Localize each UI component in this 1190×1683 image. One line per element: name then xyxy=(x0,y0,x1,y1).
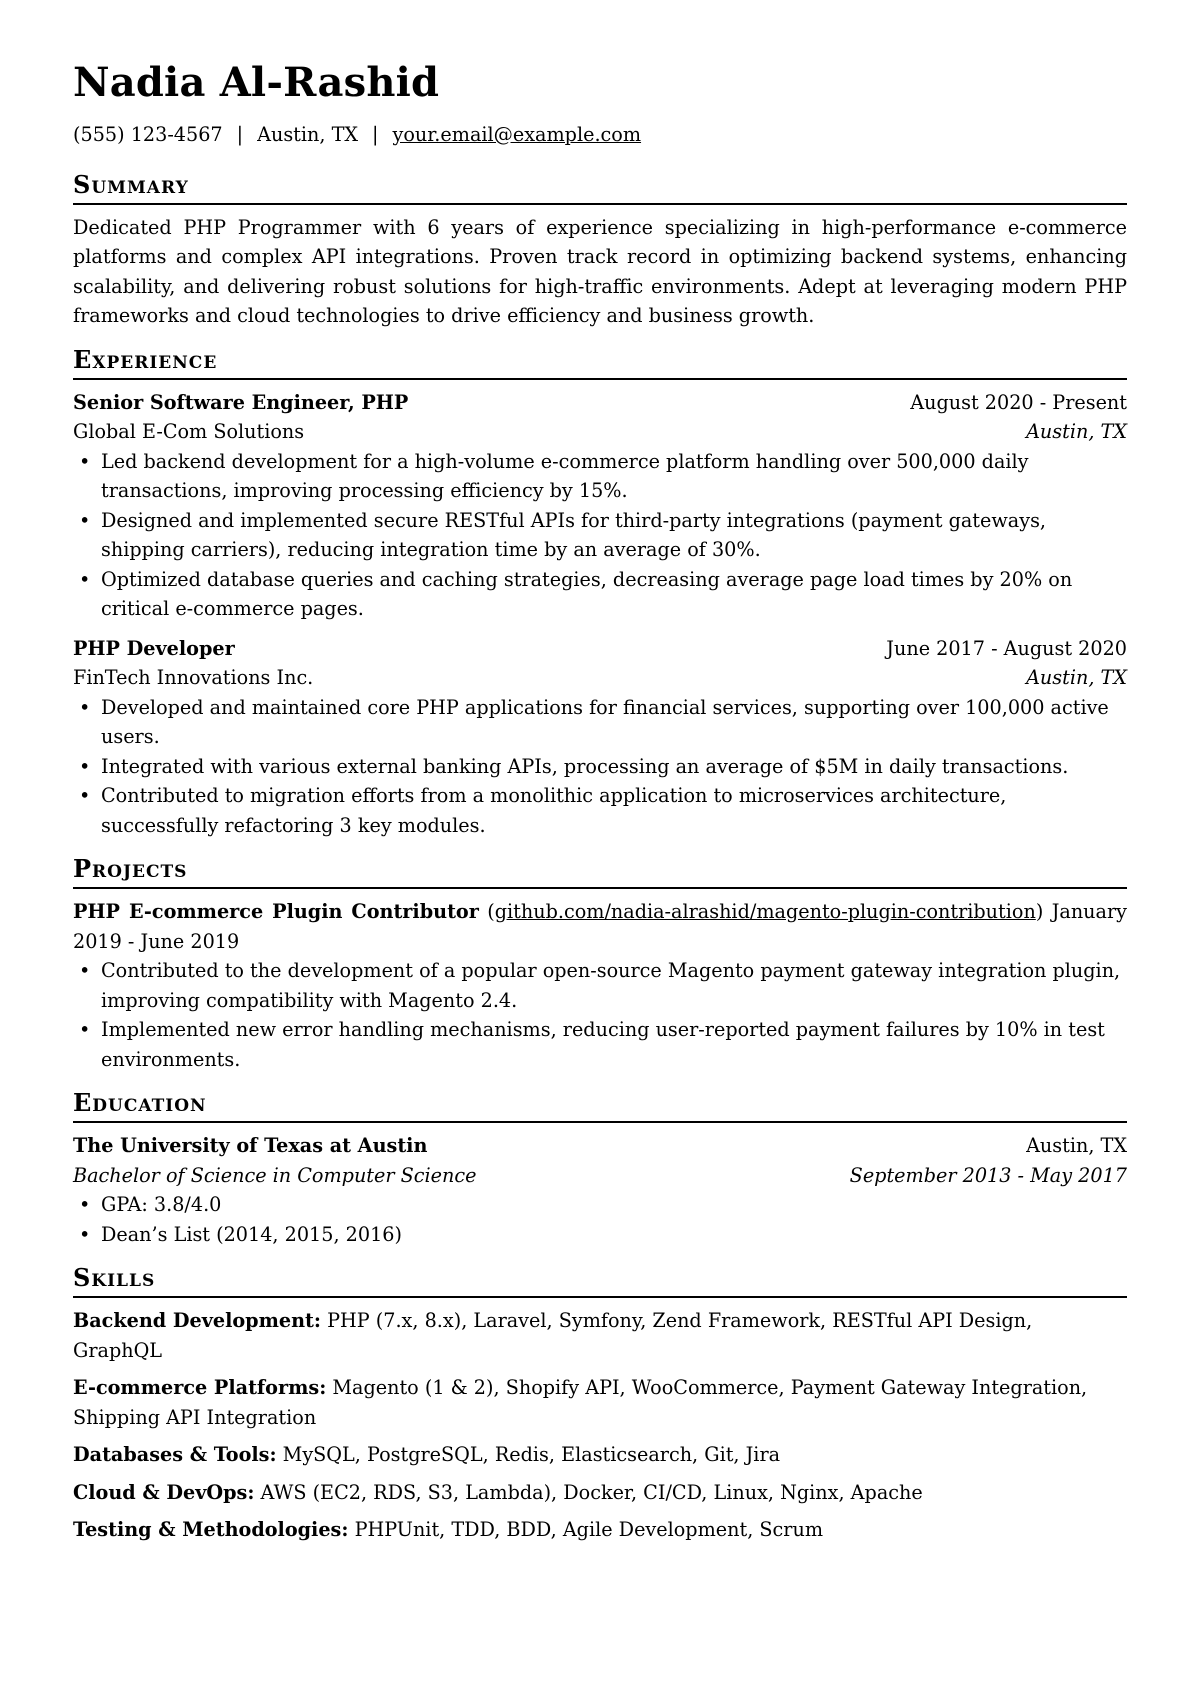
email-link[interactable]: your.email@example.com xyxy=(392,123,642,146)
section-title-skills: Skills xyxy=(73,1263,1127,1298)
project-bullet: • Implemented new error handling mechanisms, reducing user-reported payment failures by 10% in test environments. xyxy=(73,1015,1127,1074)
project-name: PHP E-commerce Plugin Contributor xyxy=(73,900,479,923)
skill-category: Cloud & DevOps: xyxy=(73,1480,255,1504)
project-link[interactable]: github.com/nadia-alrashid/magento-plugin-contribution xyxy=(494,900,1036,923)
job-bullet: • Led backend development for a high-volume e-commerce platform handling over 500,000 daily transactions, improving processing efficiency by 15%. xyxy=(73,447,1127,506)
job-bullet: • Integrated with various external banking APIs, processing an average of $5M in daily transactions. xyxy=(73,752,1127,782)
degree: Bachelor of Science in Computer Science xyxy=(73,1163,477,1187)
section-title-education: Education xyxy=(73,1088,1127,1123)
job-dates: June 2017 - August 2020 xyxy=(886,636,1127,660)
projects-section xyxy=(73,854,1127,1074)
skill-values: MySQL, PostgreSQL, Redis, Elasticsearch, Git, Jira xyxy=(282,1443,781,1466)
project-bullets xyxy=(73,956,1127,1074)
job-bullet: • Optimized database queries and caching strategies, decreasing average page load times by 20% on critical e-commerce pages. xyxy=(73,565,1127,624)
project-bullet: • Contributed to the development of a popular open-source Magento payment gateway integration plugin, improving compatibility with Magento 2.4. xyxy=(73,956,1127,1015)
project-entry xyxy=(73,897,1127,1074)
job-header xyxy=(73,634,1127,664)
skill-line xyxy=(73,1373,1127,1432)
skill-category: Databases & Tools: xyxy=(73,1443,277,1466)
job-company: Global E-Com Solutions xyxy=(73,420,305,443)
section-title-projects: Projects xyxy=(73,854,1127,889)
skill-category: E-commerce Platforms: xyxy=(73,1376,327,1399)
skill-category: Backend Development: xyxy=(73,1309,321,1332)
candidate-name: Nadia Al-Rashid xyxy=(73,59,440,106)
skill-category: Testing & Methodologies: xyxy=(73,1518,349,1541)
section-title-experience: Experience xyxy=(73,345,1127,380)
education-section xyxy=(73,1088,1127,1249)
school-location: Austin, TX xyxy=(1026,1134,1127,1157)
skill-values: Magento (1 & 2), Shopify API, WooCommerce, Payment Gateway Integration, Shipping API Integration xyxy=(73,1376,1088,1429)
job-bullets xyxy=(73,447,1127,624)
education-bullet: • GPA: 3.8/4.0 xyxy=(73,1190,1127,1220)
job-subheader xyxy=(73,663,1127,693)
summary-text: Dedicated PHP Programmer with 6 years of experience specializing in high-performance e-commerce platforms and complex API integrations. Proven track record in optimizing backend systems, enhancing scalability, and delivering robust solutions for high-traffic environments. Adept at leveraging modern PHP frameworks and cloud technologies to drive efficiency and business growth. xyxy=(73,215,1127,327)
skill-values: PHPUnit, TDD, BDD, Agile Development, Scrum xyxy=(354,1518,824,1541)
skill-values: AWS (EC2, RDS, S3, Lambda), Docker, CI/CD, Linux, Nginx, Apache xyxy=(260,1480,923,1504)
job-subheader xyxy=(73,417,1127,447)
school-name: The University of Texas at Austin xyxy=(73,1134,428,1157)
contact-line xyxy=(73,120,1127,150)
skill-line xyxy=(73,1478,1127,1508)
skill-line xyxy=(73,1440,1127,1470)
skills-section xyxy=(73,1263,1127,1545)
job-header xyxy=(73,388,1127,418)
job-role: PHP Developer xyxy=(73,636,235,660)
education-dates: September 2013 - May 2017 xyxy=(849,1163,1127,1187)
experience-section xyxy=(73,345,1127,841)
skill-values: PHP (7.x, 8.x), Laravel, Symfony, Zend Framework, RESTful API Design, GraphQL xyxy=(73,1309,1033,1362)
education-subheader xyxy=(73,1161,1127,1191)
education-bullet: • Dean’s List (2014, 2015, 2016) xyxy=(73,1220,1127,1250)
education-bullets xyxy=(73,1190,1127,1249)
summary-section xyxy=(73,170,1127,331)
job-entry xyxy=(73,634,1127,841)
job-bullet: • Contributed to migration efforts from a monolithic application to microservices architecture, successfully refactoring 3 key modules. xyxy=(73,781,1127,840)
skill-line xyxy=(73,1306,1127,1365)
job-bullets xyxy=(73,693,1127,841)
skill-line xyxy=(73,1515,1127,1545)
contact-separator: | xyxy=(372,123,379,146)
education-header xyxy=(73,1131,1127,1161)
job-dates: August 2020 - Present xyxy=(910,390,1127,414)
job-bullet: • Developed and maintained core PHP applications for financial services, supporting over 100,000 active users. xyxy=(73,693,1127,752)
contact-separator: | xyxy=(236,123,244,146)
job-location: Austin, TX xyxy=(1026,666,1127,689)
phone: (555) 123-4567 xyxy=(73,123,223,146)
job-location: Austin, TX xyxy=(1026,420,1127,443)
project-dates: January 2019 - June 2019 xyxy=(73,900,1127,953)
job-role: Senior Software Engineer, PHP xyxy=(73,390,409,414)
job-entry xyxy=(73,388,1127,624)
job-company: FinTech Innovations Inc. xyxy=(73,666,314,689)
section-title-summary: Summary xyxy=(73,170,1127,205)
project-header: PHP E-commerce Plugin Contributor (github.com/nadia-alrashid/magento-plugin-contribution) January 2019 - June 2019 xyxy=(73,900,1127,953)
location: Austin, TX xyxy=(257,123,359,146)
job-bullet: • Designed and implemented secure RESTful APIs for third-party integrations (payment gateways, shipping carriers), reducing integration time by an average of 30%. xyxy=(73,506,1127,565)
